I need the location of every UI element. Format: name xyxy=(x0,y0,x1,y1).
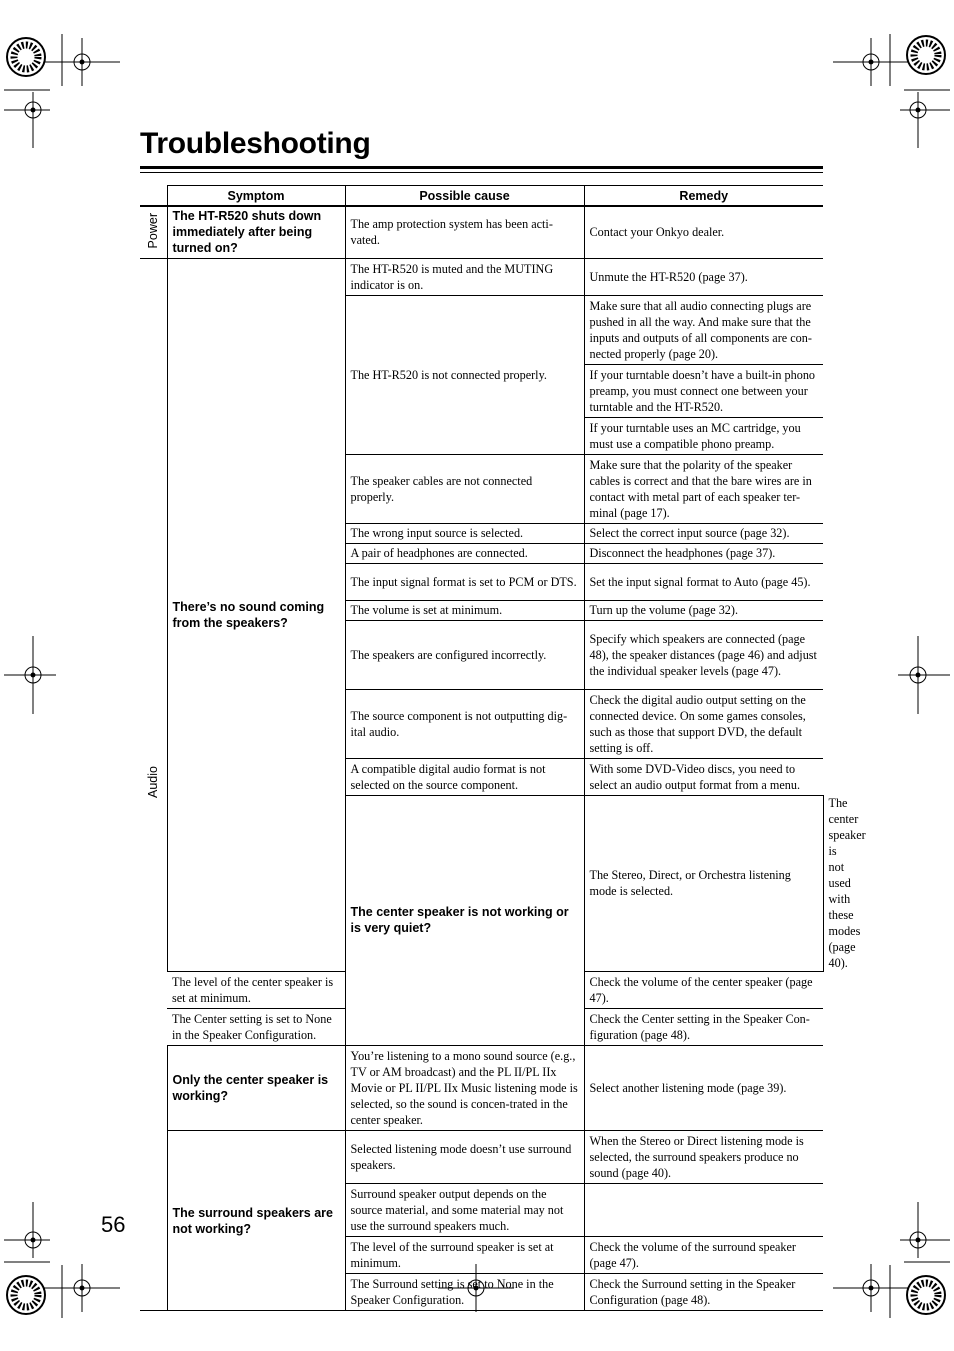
table-header-row xyxy=(140,186,823,207)
remedy-cell: Check the volume of the surround speaker (page 47). xyxy=(584,1237,823,1274)
symptom-cell: The HT-R520 shuts down immediately after being turned on? xyxy=(167,206,345,258)
remedy-cell: Check the Center setting in the Speaker Con-figuration (page 48). xyxy=(584,1009,823,1046)
remedy-cell: Make sure that the polarity of the speaker cables is correct and that the bare wires are in contact with metal part of each speaker ter-minal (page 17). xyxy=(584,454,823,523)
remedy-cell: Contact your Onkyo dealer. xyxy=(584,206,823,258)
cause-cell: The amp protection system has been acti-vated. xyxy=(345,206,584,258)
header-cause: Possible cause xyxy=(345,186,584,207)
table-row xyxy=(140,1046,823,1131)
cause-cell: The level of the center speaker is set at minimum. xyxy=(167,972,345,1009)
symptom-cell: The surround speakers are not working? xyxy=(167,1131,345,1311)
page-number: 56 xyxy=(101,1212,126,1237)
remedy-cell: Set the input signal format to Auto (page 45). xyxy=(584,563,823,600)
remedy-cell: If your turntable uses an MC cartridge, you must use a compatible phono preamp. xyxy=(584,417,823,454)
cause-cell: Surround speaker output depends on the source material, and some material may not use the surround speakers much. xyxy=(345,1184,584,1237)
remedy-cell: Make sure that all audio connecting plugs are pushed in all the way. And make sure that the inputs and outputs of all components are con-nected properly (page 20). xyxy=(584,295,823,364)
remedy-cell: When the Stereo or Direct listening mode is selected, the surround speakers produce no sound (page 40). xyxy=(584,1131,823,1184)
troubleshooting-table xyxy=(140,185,866,1311)
table-row: The center speaker is not working or is very quiet? The Stereo, Direct, or Orchestra listening mode is selected. The center speaker is not used with these modes (page 40). xyxy=(140,795,823,972)
remedy-cell: Check the digital audio output setting on the connected device. On some games consoles, such as those that support DVD, the default setting is off. xyxy=(584,689,823,758)
symptom-cell: The center speaker is not working or is very quiet? xyxy=(345,795,584,1046)
cause-cell: Selected listening mode doesn’t use surround speakers. xyxy=(345,1131,584,1184)
cause-cell: The input signal format is set to PCM or DTS. xyxy=(345,563,584,600)
cause-cell: A compatible digital audio format is not selected on the source component. xyxy=(345,758,584,795)
symptom-cell: Only the center speaker is working? xyxy=(167,1046,345,1131)
cause-cell: The Surround setting is set to None in the Speaker Configuration. xyxy=(345,1274,584,1311)
table-row xyxy=(140,258,823,295)
cause-cell: The HT-R520 is not connected properly. xyxy=(345,295,584,454)
symptom-cell: There’s no sound coming from the speakers? xyxy=(167,258,345,972)
remedy-cell: Disconnect the headphones (page 37). xyxy=(584,543,823,563)
cause-cell: The speaker cables are not connected properly. xyxy=(345,454,584,523)
remedy-cell: Turn up the volume (page 32). xyxy=(584,600,823,620)
title-rule-thin xyxy=(140,172,823,173)
remedy-cell: Check the volume of the center speaker (page 47). xyxy=(584,972,823,1009)
cause-cell: The Center setting is set to None in the Speaker Configuration. xyxy=(167,1009,345,1046)
table-row xyxy=(140,206,823,258)
remedy-cell: Unmute the HT-R520 (page 37). xyxy=(584,258,823,295)
category-audio xyxy=(140,258,167,1311)
cause-cell: The speakers are configured incorrectly. xyxy=(345,620,584,689)
category-label: Power xyxy=(146,212,161,248)
cause-cell: The Stereo, Direct, or Orchestra listening mode is selected. xyxy=(584,795,823,972)
cause-cell: You’re listening to a mono sound source (e.g., TV or AM broadcast) and the PL II/PL IIx Movie or PL II/PL IIx Music listening mode is selected, so the sound is concen-trated in the center speaker. xyxy=(345,1046,584,1131)
category-power xyxy=(140,206,167,258)
title-rule-thick xyxy=(140,166,823,169)
page-title: Troubleshooting xyxy=(140,127,371,160)
cause-cell: The HT-R520 is muted and the MUTING indicator is on. xyxy=(345,258,584,295)
header-remedy: Remedy xyxy=(584,186,823,207)
category-label: Audio xyxy=(146,766,161,799)
remedy-cell: Select the correct input source (page 32). xyxy=(584,523,823,543)
table-row xyxy=(140,1131,823,1184)
header-category xyxy=(140,186,167,207)
cause-cell: The volume is set at minimum. xyxy=(345,600,584,620)
cause-cell: The source component is not outputting dig-ital audio. xyxy=(345,689,584,758)
remedy-cell: Select another listening mode (page 39). xyxy=(584,1046,823,1131)
remedy-cell: Specify which speakers are connected (page 48), the speaker distances (page 46) and adjust the individual speaker levels (page 47). xyxy=(584,620,823,689)
cause-cell: The wrong input source is selected. xyxy=(345,523,584,543)
remedy-cell xyxy=(584,1184,823,1237)
cause-cell: A pair of headphones are connected. xyxy=(345,543,584,563)
remedy-cell: With some DVD-Video discs, you need to select an audio output format from a menu. xyxy=(584,758,823,795)
header-symptom: Symptom xyxy=(167,186,345,207)
remedy-cell: Check the Surround setting in the Speaker Configuration (page 48). xyxy=(584,1274,823,1311)
cause-cell: The level of the surround speaker is set at minimum. xyxy=(345,1237,584,1274)
remedy-cell: If your turntable doesn’t have a built-in phono preamp, you must connect one between your turntable and the HT-R520. xyxy=(584,364,823,417)
